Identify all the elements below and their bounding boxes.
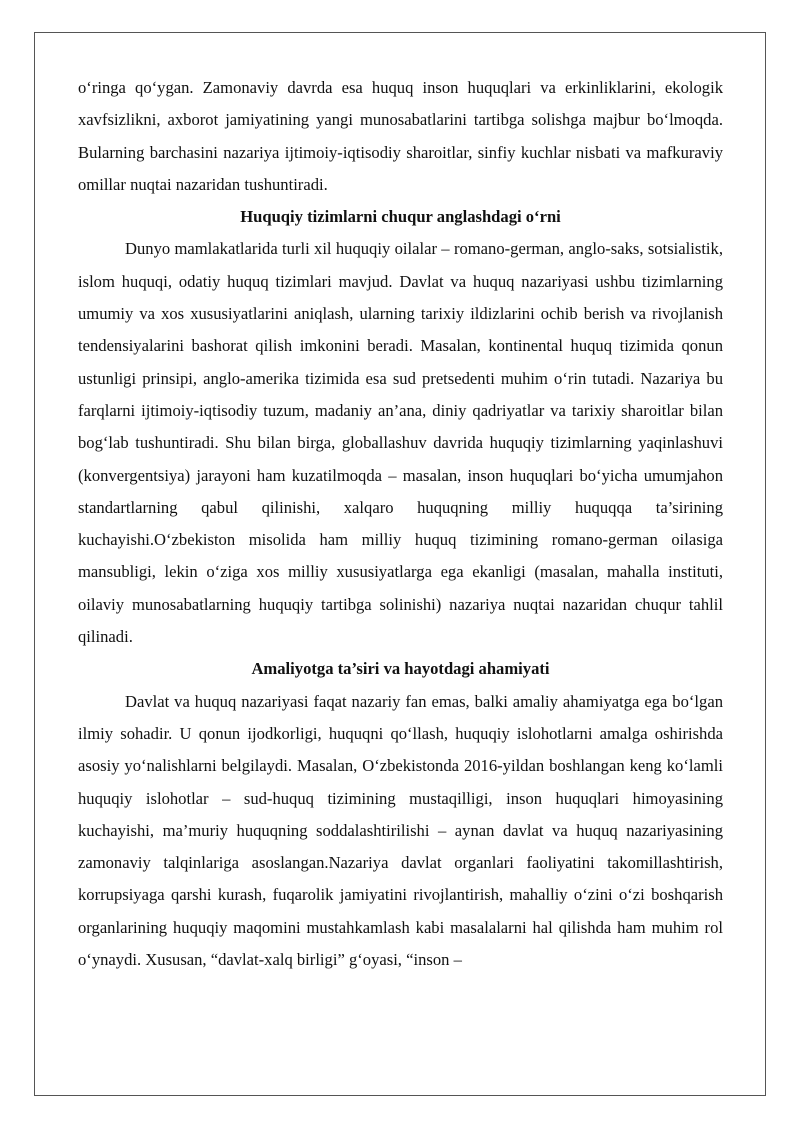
paragraph-intro-continuation: o‘ringa qo‘ygan. Zamonaviy davrda esa huquq inson huquqlari va erkinliklarini, ekologik xavfsizlikni, axborot jamiyatining yangi munosabatlarini tartibga solishga majbur bo‘lmoqda. Bularning barchasini nazariya ijtimoiy-iqtisodiy sharoitlar, sinfiy kuchlar nisbati va mafkuraviy omillar nuqtai nazaridan tushuntiradi.	[78, 78, 723, 194]
paragraph-legal-systems: Dunyo mamlakatlarida turli xil huquqiy oilalar – romano-german, anglo-saks, sotsialistik, islom huquqi, odatiy huquq tizimlari mavjud. Davlat va huquq nazariyasi ushbu tizimlarning umumiy va xos xususiyatlarini aniqlash, ularning tarixiy ildizlarini ochib berish va rivojlanish tendensiyalarini bashorat qilish imkonini beradi. Masalan, kontinental huquq tizimida qonun ustunligi prinsipi, anglo-amerika tizimida esa sud pretsedenti muhim o‘rin tutadi. Nazariya bu farqlarni ijtimoiy-iqtisodiy tuzum, madaniy an’ana, diniy qadriyatlar va tarixiy sharoitlar bilan bog‘lab tushuntiradi. Shu bilan birga, globallashuv davrida huquqiy tizimlarning yaqinlashuvi (konvergentsiya) jarayoni ham kuzatilmoqda – masalan, inson huquqlari bo‘yicha umumjahon standartlarning qabul qilinishi, xalqaro huquqning milliy huquqqa ta’sirining kuchayishi.O‘zbekiston misolida ham milliy huquq tizimining romano-german oilasiga mansubligi, lekin o‘ziga xos milliy xususiyatlarga ega ekanligi (masalan, mahalla instituti, oilaviy munosabatlarning huquqiy tartibga solinishi) nazariya nuqtai nazaridan chuqur tahlil qilinadi.	[78, 239, 723, 647]
section-heading-practical-impact: Amaliyotga ta’siri va hayotdagi ahamiyati	[251, 659, 550, 679]
section-heading-legal-systems: Huquqiy tizimlarni chuqur anglashdagi o‘rni	[240, 207, 561, 227]
paragraph-practical-impact: Davlat va huquq nazariyasi faqat nazariy fan emas, balki amaliy ahamiyatga ega bo‘lgan ilmiy sohadir. U qonun ijodkorligi, huquqni qo‘llash, huquqiy islohotlarni amalga oshirishda asosiy yo‘nalishlarni belgilaydi. Masalan, O‘zbekistonda 2016-yildan boshlangan keng ko‘lamli huquqiy islohotlar – sud-huquq tizimining mustaqilligi, inson huquqlari himoyasining kuchayishi, ma’muriy huquqning soddalashtirilishi – aynan davlat va huquq nazariyasining zamonaviy talqinlariga asoslangan.Nazariya davlat organlari faoliyatini takomillashtirish, korrupsiyaga qarshi kurash, fuqarolik jamiyatini rivojlantirish, mahalliy o‘zini o‘zi boshqarish organlarining huquqiy maqomini mustahkamlash kabi masalalarni hal qilishda ham muhim rol o‘ynaydi. Xususan, “davlat-xalq birligi” g‘oyasi, “inson –	[78, 691, 723, 970]
document-body	[78, 72, 723, 976]
